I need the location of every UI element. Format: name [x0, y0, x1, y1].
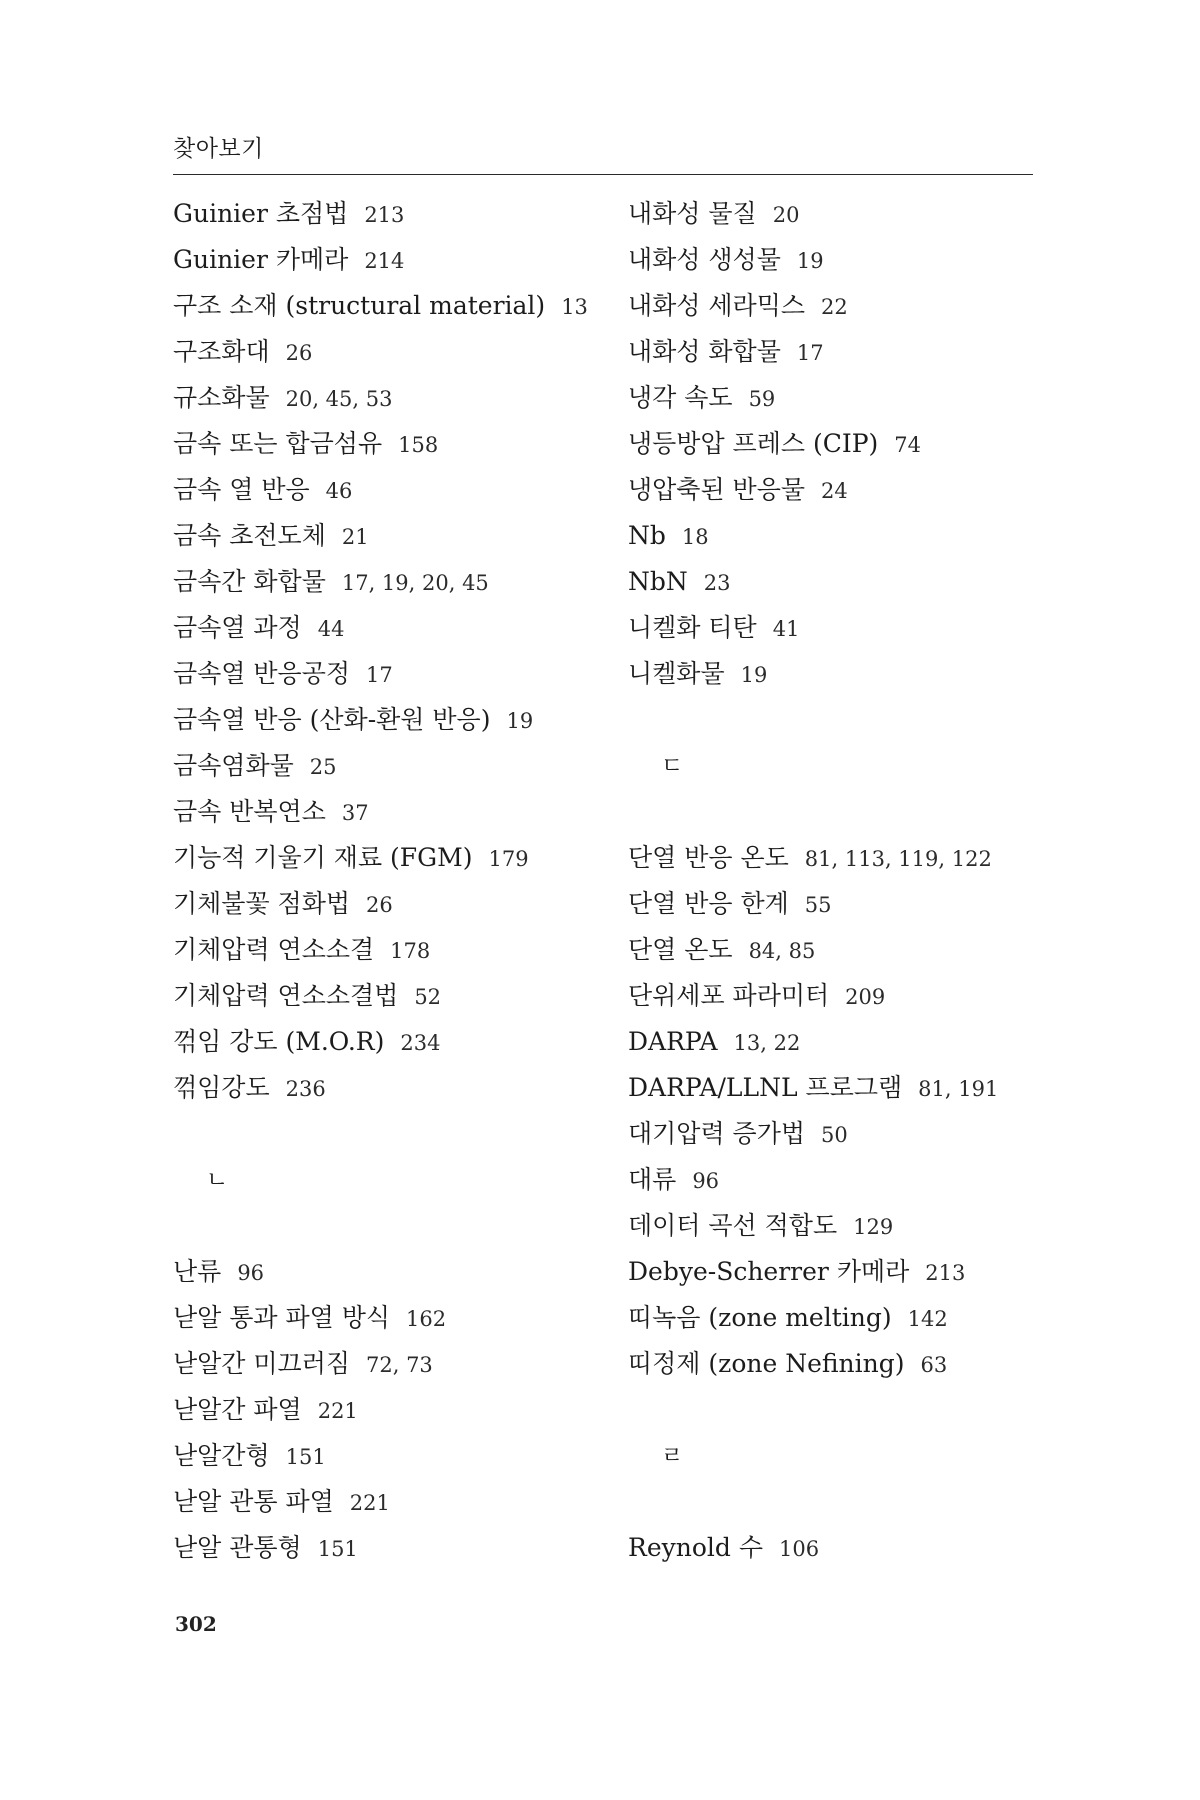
index-entry — [173, 697, 603, 743]
header-rule — [173, 174, 1033, 175]
index-term: 낟알간형 — [173, 1441, 270, 1470]
index-page-ref: 21 — [341, 525, 369, 549]
index-entry — [628, 835, 1038, 881]
index-entry — [628, 1341, 1038, 1387]
index-entry — [173, 1525, 603, 1571]
index-entry — [173, 651, 603, 697]
index-page-ref: 213 — [925, 1261, 966, 1285]
index-entry — [173, 1341, 603, 1387]
index-entry — [628, 651, 1038, 697]
index-term: DARPA — [628, 1027, 718, 1056]
page-header-title: 찾아보기 — [173, 136, 264, 162]
index-page-ref: 81, 191 — [918, 1077, 999, 1101]
index-page-ref: 20, 45, 53 — [285, 387, 393, 411]
index-page-ref: 63 — [920, 1353, 948, 1377]
index-entry — [628, 513, 1038, 559]
index-page-ref: 25 — [309, 755, 337, 779]
index-entry — [628, 1525, 1038, 1571]
index-page-ref: 19 — [506, 709, 534, 733]
index-page-ref: 158 — [398, 433, 439, 457]
index-term: 구조 소재 (structural material) — [173, 291, 546, 320]
index-term: 냉등방압 프레스 (CIP) — [628, 429, 879, 458]
index-entry — [173, 1479, 603, 1525]
index-term: 금속간 화합물 — [173, 567, 326, 596]
index-page-ref: 52 — [414, 985, 442, 1009]
index-entry — [628, 927, 1038, 973]
index-page-ref: 96 — [692, 1169, 720, 1193]
index-entry — [173, 1433, 603, 1479]
index-term: Guinier 카메라 — [173, 245, 349, 274]
index-entry — [628, 421, 1038, 467]
index-page-ref: 13 — [561, 295, 588, 319]
index-page-ref: 151 — [285, 1445, 326, 1469]
index-entry — [173, 559, 603, 605]
index-term: NbN — [628, 567, 688, 596]
index-term: Debye-Scherrer 카메라 — [628, 1257, 910, 1286]
index-entry — [173, 1387, 603, 1433]
index-term: 단위세포 파라미터 — [628, 981, 830, 1010]
index-entry — [173, 467, 603, 513]
index-term: 낟알간 파열 — [173, 1395, 302, 1424]
index-term: 금속염화물 — [173, 751, 294, 780]
index-entry — [173, 835, 603, 881]
index-page-ref: 13, 22 — [733, 1031, 801, 1055]
index-entry — [628, 329, 1038, 375]
index-page-ref: 179 — [488, 847, 529, 871]
index-entry — [628, 283, 1038, 329]
index-entry — [628, 1111, 1038, 1157]
index-term: 데이터 곡선 적합도 — [628, 1211, 838, 1240]
index-entry — [628, 605, 1038, 651]
index-entry — [173, 375, 603, 421]
index-term: 꺾임 강도 (M.O.R) — [173, 1027, 385, 1056]
index-term: 기체압력 연소소결법 — [173, 981, 399, 1010]
index-page-ref: 81, 113, 119, 122 — [804, 847, 992, 871]
index-entry — [628, 375, 1038, 421]
index-entry — [173, 283, 603, 329]
index-term: 금속열 반응 (산화-환원 반응) — [173, 705, 491, 734]
index-page-ref: 214 — [364, 249, 405, 273]
index-term: 낟알 관통 파열 — [173, 1487, 334, 1516]
index-page-ref: 24 — [821, 479, 848, 503]
index-entry — [173, 329, 603, 375]
index-page-ref: 26 — [285, 341, 313, 365]
index-spacer — [628, 697, 1038, 743]
index-page-ref: 213 — [364, 203, 405, 227]
index-term: Guinier 초점법 — [173, 199, 349, 228]
index-term: 낟알 통과 파열 방식 — [173, 1303, 391, 1332]
index-entry — [173, 743, 603, 789]
index-entry — [628, 1157, 1038, 1203]
index-entry — [628, 467, 1038, 513]
index-entry — [173, 881, 603, 927]
index-term: 꺾임강도 — [173, 1073, 270, 1102]
index-page-ref: 236 — [285, 1077, 326, 1101]
index-column-left — [173, 191, 603, 1571]
index-term: Nb — [628, 521, 666, 550]
index-page-ref: 19 — [740, 663, 768, 687]
index-section-letter: ㄴ — [206, 1167, 229, 1193]
index-term: 금속열 과정 — [173, 613, 302, 642]
index-term: 단열 온도 — [628, 935, 733, 964]
index-page-ref: 74 — [894, 433, 922, 457]
index-page-ref: 209 — [845, 985, 886, 1009]
index-page-ref: 17 — [796, 341, 824, 365]
index-page-ref: 178 — [390, 939, 431, 963]
index-term: 띠정제 (zone Nefining) — [628, 1349, 905, 1378]
index-term: 구조화대 — [173, 337, 270, 366]
index-entry — [628, 1019, 1038, 1065]
index-page-ref: 162 — [406, 1307, 447, 1331]
index-page-ref: 96 — [237, 1261, 265, 1285]
index-page-ref: 72, 73 — [366, 1353, 433, 1377]
index-entry — [173, 1249, 603, 1295]
index-term: 단열 반응 한계 — [628, 889, 789, 918]
index-entry — [628, 237, 1038, 283]
index-entry — [173, 973, 603, 1019]
index-page-ref: 50 — [821, 1123, 848, 1147]
index-entry — [173, 513, 603, 559]
index-entry — [628, 559, 1038, 605]
index-entry — [173, 605, 603, 651]
index-entry — [628, 1295, 1038, 1341]
index-term: 금속 반복연소 — [173, 797, 326, 826]
index-term: 니켈화물 — [628, 659, 725, 688]
index-page-ref: 41 — [772, 617, 800, 641]
index-term: 금속 또는 합금섬유 — [173, 429, 383, 458]
index-page-ref: 84, 85 — [748, 939, 816, 963]
index-spacer — [628, 789, 1038, 835]
index-term: 내화성 물질 — [628, 199, 757, 228]
index-spacer — [628, 1387, 1038, 1433]
index-entry — [173, 237, 603, 283]
index-term: 기체압력 연소소결 — [173, 935, 375, 964]
index-page-ref: 55 — [804, 893, 832, 917]
index-page-ref: 221 — [317, 1399, 358, 1423]
index-page-ref: 18 — [681, 525, 709, 549]
index-term: 금속 초전도체 — [173, 521, 326, 550]
index-page-ref: 19 — [796, 249, 824, 273]
index-term: 대류 — [628, 1165, 677, 1194]
index-page-ref: 59 — [748, 387, 776, 411]
index-page-ref: 37 — [341, 801, 369, 825]
index-term: 내화성 화합물 — [628, 337, 781, 366]
index-term: 금속열 반응공정 — [173, 659, 350, 688]
index-term: 대기압력 증가법 — [628, 1119, 805, 1148]
index-page-ref: 26 — [366, 893, 393, 917]
index-entry — [628, 1203, 1038, 1249]
index-term: 단열 반응 온도 — [628, 843, 789, 872]
index-term: 금속 열 반응 — [173, 475, 310, 504]
index-page-ref: 234 — [400, 1031, 441, 1055]
index-entry — [173, 1019, 603, 1065]
index-term: 니켈화 티탄 — [628, 613, 757, 642]
index-page-ref: 151 — [317, 1537, 358, 1561]
index-entry — [173, 421, 603, 467]
index-entry — [628, 973, 1038, 1019]
index-section-letter: ㄷ — [661, 753, 684, 779]
index-entry — [628, 1249, 1038, 1295]
index-entry — [628, 881, 1038, 927]
index-term: 규소화물 — [173, 383, 270, 412]
index-term: 내화성 생성물 — [628, 245, 781, 274]
index-page-ref: 20 — [772, 203, 800, 227]
index-term: 냉각 속도 — [628, 383, 733, 412]
index-entry — [173, 1065, 603, 1111]
index-page-ref: 17 — [366, 663, 393, 687]
index-page-ref: 44 — [317, 617, 345, 641]
index-page-ref: 22 — [821, 295, 848, 319]
index-section-letter: ㄹ — [661, 1443, 684, 1469]
index-entry — [628, 1065, 1038, 1111]
index-entry — [173, 927, 603, 973]
index-page-ref: 221 — [349, 1491, 390, 1515]
index-page-ref: 17, 19, 20, 45 — [341, 571, 489, 595]
index-spacer — [173, 1203, 603, 1249]
index-spacer — [173, 1111, 603, 1157]
index-page-ref: 106 — [779, 1537, 820, 1561]
index-term: DARPA/LLNL 프로그램 — [628, 1073, 903, 1102]
index-page-ref: 129 — [853, 1215, 894, 1239]
index-page-ref: 142 — [907, 1307, 948, 1331]
index-spacer — [628, 1479, 1038, 1525]
index-page-ref: 46 — [325, 479, 353, 503]
index-term: 기능적 기울기 재료 (FGM) — [173, 843, 473, 872]
index-entry — [173, 1295, 603, 1341]
index-entry — [173, 789, 603, 835]
index-term: Reynold 수 — [628, 1533, 763, 1562]
index-term: 난류 — [173, 1257, 222, 1286]
index-term: 내화성 세라믹스 — [628, 291, 805, 320]
page-number: 302 — [175, 1612, 217, 1636]
index-column-right — [628, 191, 1038, 1571]
index-entry — [628, 191, 1038, 237]
index-entry — [173, 191, 603, 237]
index-page-ref: 23 — [703, 571, 731, 595]
index-term: 낟알간 미끄러짐 — [173, 1349, 350, 1378]
index-term: 낟알 관통형 — [173, 1533, 302, 1562]
index-term: 기체불꽃 점화법 — [173, 889, 350, 918]
index-term: 냉압축된 반응물 — [628, 475, 805, 504]
index-term: 띠녹음 (zone melting) — [628, 1303, 892, 1332]
